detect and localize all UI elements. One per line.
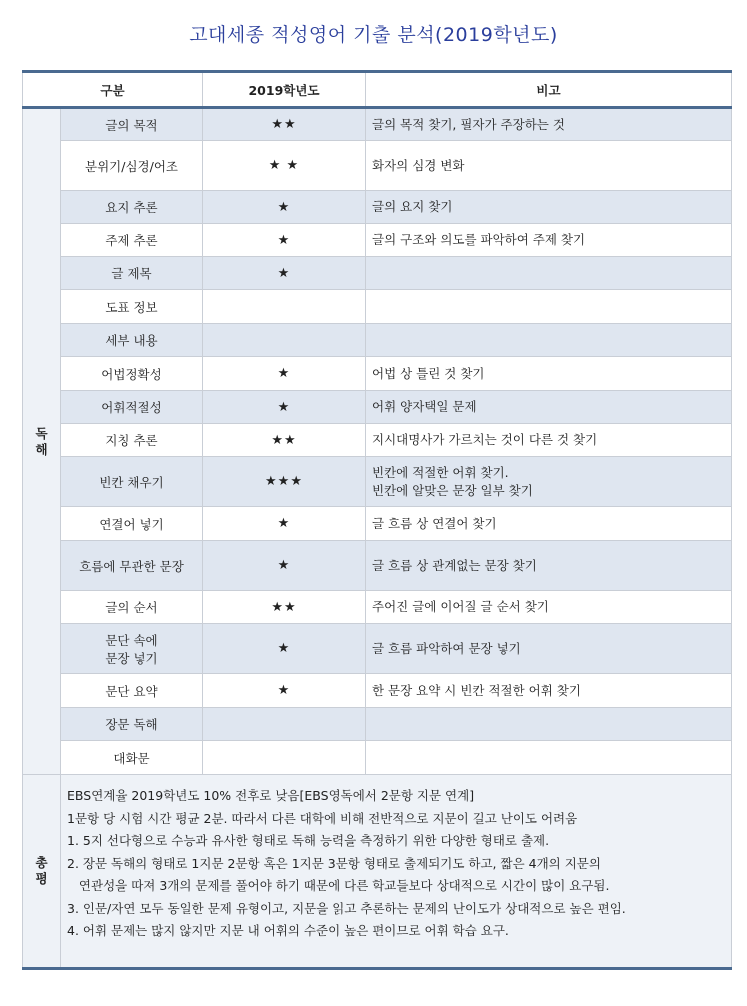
row-item: 문단 속에 문장 넣기 <box>61 624 203 674</box>
row-note: 글의 목적 찾기, 필자가 주장하는 것 <box>366 108 732 141</box>
page-title: 고대세종 적성영어 기출 분석(2019학년도) <box>189 24 558 46</box>
row-stars: ★ <box>203 541 366 591</box>
row-item: 글 제목 <box>61 257 203 290</box>
row-note: 글 흐름 파악하여 문장 넣기 <box>366 624 732 674</box>
row-note <box>366 257 732 290</box>
row-item: 어법정확성 <box>61 357 203 391</box>
row-item: 지칭 추론 <box>61 424 203 457</box>
row-item: 문단 요약 <box>61 674 203 708</box>
row-note: 빈칸에 적절한 어휘 찾기. 빈칸에 알맞은 문장 일부 찾기 <box>366 457 732 507</box>
row-note: 어법 상 틀린 것 찾기 <box>366 357 732 391</box>
table-row <box>23 191 732 224</box>
table-body <box>23 108 732 969</box>
row-stars: ★★ <box>203 108 366 141</box>
summary-text <box>61 775 732 969</box>
row-stars <box>203 290 366 324</box>
section-label-char: 독 <box>35 425 48 441</box>
row-stars: ★★ <box>203 591 366 624</box>
row-note: 화자의 심경 변화 <box>366 141 732 191</box>
row-item: 장문 독해 <box>61 708 203 741</box>
table-row <box>23 324 732 357</box>
table-row <box>23 457 732 507</box>
row-stars: ★ ★ <box>203 141 366 191</box>
row-stars <box>203 708 366 741</box>
section-label-char: 총 <box>35 855 48 870</box>
row-note: 글의 구조와 의도를 파악하여 주제 찾기 <box>366 224 732 257</box>
table-header-row <box>23 72 732 108</box>
row-stars: ★ <box>203 624 366 674</box>
row-stars <box>203 741 366 775</box>
section-label-summary <box>23 775 61 969</box>
table-row <box>23 708 732 741</box>
row-item: 빈칸 채우기 <box>61 457 203 507</box>
row-note <box>366 741 732 775</box>
row-item: 글의 목적 <box>61 108 203 141</box>
row-stars: ★ <box>203 191 366 224</box>
table-row <box>23 290 732 324</box>
section-label-char: 해 <box>35 441 48 457</box>
row-note <box>366 290 732 324</box>
table-row <box>23 674 732 708</box>
table-row <box>23 541 732 591</box>
row-note: 주어진 글에 이어질 글 순서 찾기 <box>366 591 732 624</box>
row-item: 흐름에 무관한 문장 <box>61 541 203 591</box>
table-row <box>23 741 732 775</box>
row-stars: ★★ <box>203 424 366 457</box>
row-note: 지시대명사가 가르치는 것이 다른 것 찾기 <box>366 424 732 457</box>
table-row <box>23 224 732 257</box>
row-stars: ★ <box>203 224 366 257</box>
table-row <box>23 424 732 457</box>
row-item: 글의 순서 <box>61 591 203 624</box>
row-stars: ★ <box>203 391 366 424</box>
table-row <box>23 391 732 424</box>
section-label-reading <box>23 108 61 775</box>
row-stars: ★ <box>203 357 366 391</box>
row-note: 글의 요지 찾기 <box>366 191 732 224</box>
table-row <box>23 108 732 141</box>
summary-row <box>23 775 732 969</box>
row-item: 어휘적절성 <box>61 391 203 424</box>
row-item: 세부 내용 <box>61 324 203 357</box>
row-note: 한 문장 요약 시 빈칸 적절한 어휘 찾기 <box>366 674 732 708</box>
table-row <box>23 624 732 674</box>
row-item: 대화문 <box>61 741 203 775</box>
header-category: 구분 <box>23 72 203 108</box>
row-stars <box>203 324 366 357</box>
table-row <box>23 357 732 391</box>
summary-line: 1문항 당 시험 시간 평균 2분. 따라서 다른 대학에 비해 전반적으로 지문이 길고 난이도 어려움 <box>67 810 578 826</box>
row-stars: ★ <box>203 507 366 541</box>
row-stars: ★★★ <box>203 457 366 507</box>
section-label-char: 평 <box>35 871 48 886</box>
row-stars: ★ <box>203 257 366 290</box>
summary-line: 연관성을 따져 3개의 문제를 풀어야 하기 때문에 다른 학교들보다 상대적으로 시간이 많이 요구됨. <box>67 878 610 893</box>
header-note: 비고 <box>366 72 732 108</box>
row-item: 주제 추론 <box>61 224 203 257</box>
row-note: 글 흐름 상 관계없는 문장 찾기 <box>366 541 732 591</box>
summary-line: 4. 어휘 문제는 많지 않지만 지문 내 어휘의 수준이 높은 편이므로 어휘 학습 요구. <box>67 923 509 938</box>
row-note <box>366 708 732 741</box>
table-row <box>23 257 732 290</box>
row-item: 요지 추론 <box>61 191 203 224</box>
row-stars: ★ <box>203 674 366 708</box>
row-note: 어휘 양자택일 문제 <box>366 391 732 424</box>
table-row <box>23 591 732 624</box>
summary-line: 2. 장문 독해의 형태로 1지문 2문항 혹은 1지문 3문항 형태로 출제되기도 하고, 짧은 4개의 지문의 <box>67 855 601 871</box>
row-note: 글 흐름 상 연결어 찾기 <box>366 507 732 541</box>
analysis-table <box>22 70 732 970</box>
summary-line: EBS연계율 2019학년도 10% 전후로 낮음[EBS영독에서 2문항 지문 연계] <box>67 788 475 803</box>
row-item: 분위기/심경/어조 <box>61 141 203 191</box>
row-item: 도표 정보 <box>61 290 203 324</box>
table-row <box>23 507 732 541</box>
summary-line: 1. 5지 선다형으로 수능과 유사한 형태로 독해 능력을 측정하기 위한 다양한 형태로 출제. <box>67 833 550 848</box>
row-note <box>366 324 732 357</box>
header-year: 2019학년도 <box>203 72 366 108</box>
table-row <box>23 141 732 191</box>
summary-line: 3. 인문/자연 모두 동일한 문제 유형이고, 지문을 읽고 추론하는 문제의 난이도가 상대적으로 높은 편임. <box>67 900 626 916</box>
row-item: 연결어 넣기 <box>61 507 203 541</box>
